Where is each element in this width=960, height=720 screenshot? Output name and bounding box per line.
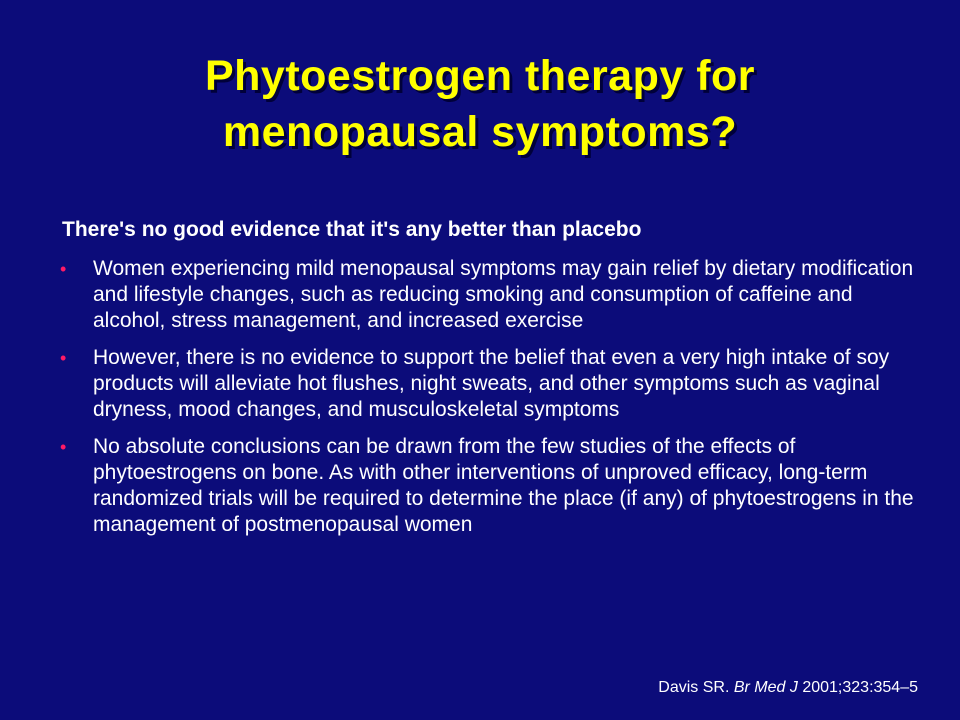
citation: [658, 678, 918, 698]
slide-title: [60, 48, 900, 160]
bullet-icon: •: [60, 259, 67, 279]
citation-journal: Br Med J: [733, 679, 798, 696]
bullet-item: [58, 345, 918, 423]
title-line-2: menopausal symptoms?: [222, 108, 738, 156]
citation-author: Davis SR.: [658, 679, 730, 696]
bullet-list: [58, 256, 918, 549]
bullet-icon: •: [60, 348, 67, 368]
bullet-text: However, there is no evidence to support the belief that even a very high intake of soy products will alleviate hot flushes, night sweats, and other symptoms such as vaginal dryness, mood changes, and musculoskeletal symptoms: [93, 346, 890, 421]
bullet-icon: •: [60, 437, 67, 457]
slide-subtitle: There's no good evidence that it's any better than placebo: [62, 218, 642, 241]
bullet-text: No absolute conclusions can be drawn from the few studies of the effects of phytoestrogens on bone. As with other interventions of unproved efficacy, long-term randomized trials will be required to determine the place (if any) of phytoestrogens in the management of postmenopausal women: [93, 435, 914, 536]
title-line-1: Phytoestrogen therapy for: [204, 52, 756, 100]
bullet-text: Women experiencing mild menopausal symptoms may gain relief by dietary modification and lifestyle changes, such as reducing smoking and consumption of caffeine and alcohol, stress management, and increased exercise: [93, 257, 914, 332]
bullet-item: [58, 256, 918, 334]
citation-details: 2001;323:354–5: [802, 679, 918, 696]
bullet-item: [58, 434, 918, 538]
